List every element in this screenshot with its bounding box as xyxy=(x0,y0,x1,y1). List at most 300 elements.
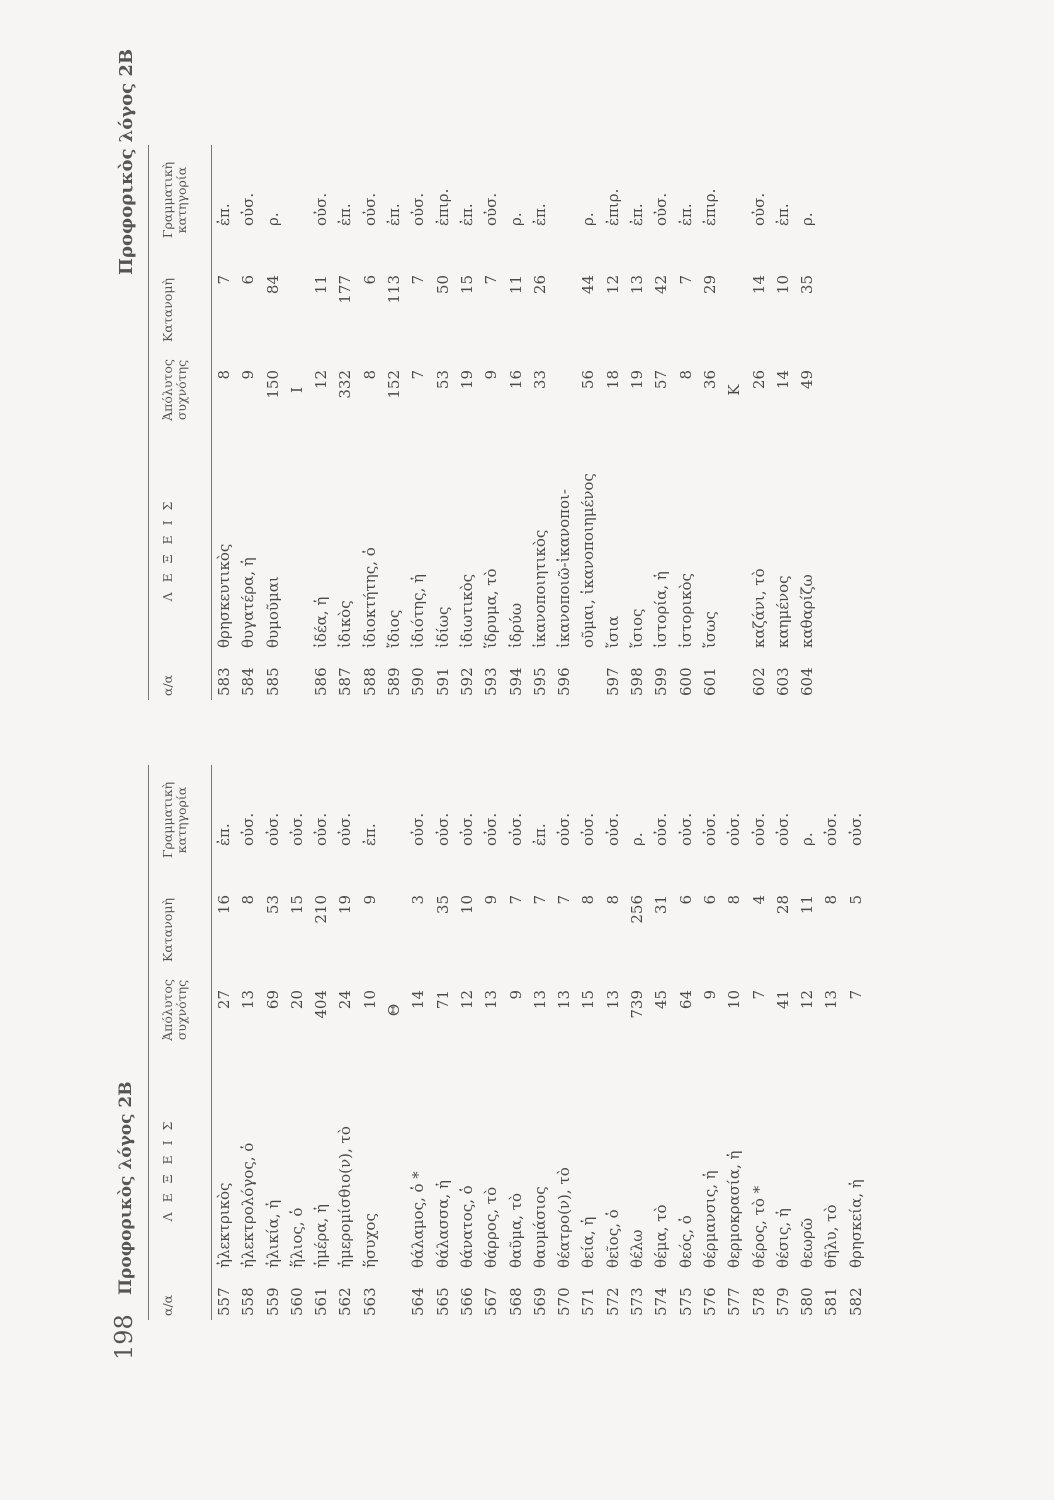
entry-distribution: 6 xyxy=(239,275,258,285)
table-row xyxy=(285,765,309,1320)
entry-word: θέμα, τὸ xyxy=(652,1204,671,1268)
entry-distribution: 31 xyxy=(652,895,671,915)
entry-word: ἠλεκτρολόγος, ὁ xyxy=(239,1142,258,1268)
entry-number: 560 xyxy=(287,1287,306,1316)
table-row xyxy=(236,765,260,1320)
table-row xyxy=(625,765,649,1320)
table-row xyxy=(819,765,843,1320)
entry-distribution: 6 xyxy=(700,895,719,905)
entry-distribution: 8 xyxy=(725,895,744,905)
entry-category: ἐπ. xyxy=(215,203,233,226)
entry-word: θεῖος, ὁ xyxy=(603,1209,622,1268)
entry-absolute-frequency: 26 xyxy=(749,370,768,390)
table-row xyxy=(698,145,722,700)
entry-category: ἐπιρ. xyxy=(433,188,452,226)
entry-word: θάλαμος, ὁ * xyxy=(409,1171,428,1268)
entry-number: 587 xyxy=(336,667,355,696)
entry-category: οὐσ. xyxy=(725,812,744,846)
entry-word: θέλω xyxy=(628,1229,647,1268)
entry-number: 603 xyxy=(773,667,792,696)
entry-distribution: 28 xyxy=(773,895,792,915)
entry-distribution: 7 xyxy=(215,275,233,285)
entry-distribution: 4 xyxy=(749,895,768,905)
entry-category: ρ. xyxy=(628,832,647,846)
entry-distribution: 35 xyxy=(798,275,817,295)
entry-word: θερμοκρασία, ἡ xyxy=(725,1150,744,1268)
entry-number: 564 xyxy=(409,1287,428,1316)
entry-number: 591 xyxy=(433,667,452,696)
entry-number: 558 xyxy=(239,1287,258,1316)
entry-word: ἡμέρα, ἡ xyxy=(312,1204,331,1268)
entry-number: 574 xyxy=(652,1287,671,1316)
table-header xyxy=(148,145,212,700)
entry-category: οὐσ. xyxy=(312,812,331,846)
entry-number: 597 xyxy=(603,667,622,696)
entry-category: οὐσ. xyxy=(749,192,768,226)
entry-number: 557 xyxy=(215,1287,233,1316)
entry-number: 575 xyxy=(676,1287,695,1316)
entry-distribution: 10 xyxy=(773,275,792,295)
entry-number: 565 xyxy=(433,1287,452,1316)
header-abs: Ἀπόλυτος συχνότης xyxy=(160,979,189,1041)
entry-number: 569 xyxy=(530,1287,549,1316)
entry-word: ἱδρύω xyxy=(506,602,525,648)
entry-word: ἰδιότης, ἡ xyxy=(409,573,428,648)
entry-absolute-frequency: 45 xyxy=(652,990,671,1010)
table-row xyxy=(552,765,576,1320)
entry-distribution: 7 xyxy=(482,275,501,285)
entry-absolute-frequency: 19 xyxy=(628,370,647,390)
entry-category: οὐσ. xyxy=(287,812,306,846)
entry-category: οὐσ. xyxy=(846,812,865,846)
table-row xyxy=(479,765,503,1320)
entry-distribution: 19 xyxy=(336,895,355,915)
entry-distribution: 11 xyxy=(312,275,331,295)
entry-absolute-frequency: 14 xyxy=(409,990,428,1010)
entry-absolute-frequency: 56 xyxy=(579,370,598,390)
entry-distribution: 12 xyxy=(603,275,622,295)
entry-distribution: 3 xyxy=(409,895,428,905)
table-row xyxy=(358,765,382,1320)
entry-category: οὐσ. xyxy=(482,812,501,846)
entry-number: 588 xyxy=(360,667,379,696)
entry-distribution: 35 xyxy=(433,895,452,915)
entry-number: 567 xyxy=(482,1287,501,1316)
entry-number: 572 xyxy=(603,1287,622,1316)
entry-category: ἐπ. xyxy=(385,203,404,226)
entry-word: ἡμερομίσθιο(ν), τὸ xyxy=(336,1126,355,1268)
table-row xyxy=(747,145,771,700)
entry-category: οὐσ. xyxy=(336,812,355,846)
entry-number: 586 xyxy=(312,667,331,696)
header-word: Λ Ε Ξ Ε Ι Σ xyxy=(160,498,175,602)
entry-absolute-frequency: 64 xyxy=(676,990,695,1010)
entry-distribution: 7 xyxy=(409,275,428,285)
entry-number: 583 xyxy=(215,667,233,696)
right-table xyxy=(148,145,819,700)
entry-category: ρ. xyxy=(506,212,525,226)
entry-word: θρησκεία, ἡ xyxy=(846,1179,865,1268)
section-letter-row xyxy=(285,145,309,700)
table-row xyxy=(212,145,236,700)
entry-distribution: 9 xyxy=(360,895,379,905)
entry-distribution: 7 xyxy=(676,275,695,285)
entry-number: 601 xyxy=(700,667,719,696)
entry-category: ἐπ. xyxy=(628,203,647,226)
right-running-head: Προφορικὸς λόγος 2B xyxy=(116,48,137,275)
section-letter-row xyxy=(382,765,406,1320)
entry-absolute-frequency: 10 xyxy=(360,990,379,1010)
entry-absolute-frequency: 12 xyxy=(798,990,817,1010)
entry-distribution: 15 xyxy=(457,275,476,295)
page-number: 198 xyxy=(110,1314,138,1360)
entry-word: οῦμαι, ἱκανοποιημένος xyxy=(579,473,598,648)
entry-category: ρ. xyxy=(263,212,282,226)
table-row xyxy=(674,765,698,1320)
header-dist: Κατανομὴ xyxy=(160,278,175,342)
section-letter: Κ xyxy=(725,384,744,396)
entry-category: οὐσ. xyxy=(555,812,574,846)
entry-category: ρ. xyxy=(798,832,817,846)
entry-word: θέατρο(ν), τὸ xyxy=(555,1167,574,1268)
entry-number: 592 xyxy=(457,667,476,696)
entry-absolute-frequency: 19 xyxy=(457,370,476,390)
entry-word: ἰδιωτικὸς xyxy=(457,573,476,648)
entry-word: θῆλυ, τὸ xyxy=(822,1204,841,1268)
table-row xyxy=(455,145,479,700)
entry-distribution: 29 xyxy=(700,275,719,295)
entry-number: 581 xyxy=(822,1287,841,1316)
entry-category: οὐσ. xyxy=(822,812,841,846)
table-row xyxy=(771,145,795,700)
entry-absolute-frequency: 33 xyxy=(530,370,549,390)
entry-absolute-frequency: 9 xyxy=(700,990,719,1000)
entry-word: θεός, ὁ xyxy=(676,1215,695,1268)
entry-absolute-frequency: 7 xyxy=(749,990,768,1000)
entry-absolute-frequency: 404 xyxy=(312,990,331,1019)
entry-category: οὐσ. xyxy=(433,812,452,846)
table-header xyxy=(148,765,212,1320)
table-row xyxy=(309,145,333,700)
header-dist: Κατανομὴ xyxy=(160,898,175,962)
table-row xyxy=(261,765,285,1320)
entry-word: ἱστορικὸς xyxy=(676,573,695,648)
entry-category: οὐσ. xyxy=(312,192,331,226)
entry-category: οὐσ. xyxy=(676,812,695,846)
entry-word: θεωρῶ xyxy=(798,1217,817,1268)
entry-absolute-frequency: 20 xyxy=(287,990,306,1010)
entry-distribution: 11 xyxy=(798,895,817,915)
entry-distribution: 13 xyxy=(628,275,647,295)
entry-distribution: 42 xyxy=(652,275,671,295)
entry-number: 579 xyxy=(773,1287,792,1316)
entry-absolute-frequency: 150 xyxy=(263,370,282,399)
entry-distribution: 15 xyxy=(287,895,306,915)
entry-word: ἱστορία, ἡ xyxy=(652,571,671,648)
entry-category: οὐσ. xyxy=(506,812,525,846)
entry-word: ἰδίως xyxy=(433,606,452,648)
entry-number: 573 xyxy=(628,1287,647,1316)
entry-category: οὐσ. xyxy=(457,812,476,846)
entry-category: οὐσ. xyxy=(239,192,258,226)
entry-distribution: 7 xyxy=(530,895,549,905)
table-row xyxy=(212,765,236,1320)
table-row xyxy=(261,145,285,700)
entry-distribution: 53 xyxy=(263,895,282,915)
table-row xyxy=(431,765,455,1320)
entry-word: ἰδιοκτήτης, ὁ xyxy=(360,547,379,648)
table-row xyxy=(382,145,406,700)
entry-word: θάλασσα, ἡ xyxy=(433,1180,452,1268)
entry-absolute-frequency: 69 xyxy=(263,990,282,1010)
entry-absolute-frequency: 13 xyxy=(239,990,258,1010)
header-num: α/α xyxy=(160,1294,175,1316)
entry-absolute-frequency: 9 xyxy=(506,990,525,1000)
left-rows xyxy=(212,765,868,1320)
entry-distribution: 177 xyxy=(336,275,355,304)
entry-number: 585 xyxy=(263,667,282,696)
entry-distribution: 7 xyxy=(506,895,525,905)
entry-number: 596 xyxy=(555,667,574,696)
table-row xyxy=(504,145,528,700)
table-row xyxy=(649,145,673,700)
entry-number: 604 xyxy=(798,667,817,696)
entry-category: οὐσ. xyxy=(773,812,792,846)
entry-word: ἥσυχος xyxy=(360,1213,379,1268)
entry-category: οὐσ. xyxy=(700,812,719,846)
entry-number: 577 xyxy=(725,1287,744,1316)
entry-absolute-frequency: 49 xyxy=(798,370,817,390)
entry-category: οὐσ. xyxy=(749,812,768,846)
entry-distribution: 9 xyxy=(482,895,501,905)
table-row xyxy=(431,145,455,700)
entry-category: οὐσ. xyxy=(579,812,598,846)
table-row xyxy=(528,765,552,1320)
entry-word: ἱκανοποιητικὸς xyxy=(530,529,549,648)
entry-category: ἐπιρ. xyxy=(603,188,622,226)
left-table xyxy=(148,765,868,1320)
entry-absolute-frequency: 12 xyxy=(457,990,476,1010)
entry-distribution: 8 xyxy=(239,895,258,905)
entry-absolute-frequency: 36 xyxy=(700,370,719,390)
entry-number: 568 xyxy=(506,1287,525,1316)
entry-number: 584 xyxy=(239,667,258,696)
entry-number: 559 xyxy=(263,1287,282,1316)
left-running-head: Προφορικὸς λόγος 2B xyxy=(116,1081,136,1295)
entry-distribution: 210 xyxy=(312,895,331,924)
entry-word: ἰδέα, ἡ xyxy=(312,596,331,648)
table-row xyxy=(576,765,600,1320)
entry-number: 602 xyxy=(749,667,768,696)
table-row xyxy=(358,145,382,700)
entry-distribution: 7 xyxy=(555,895,574,905)
entry-number: 562 xyxy=(336,1287,355,1316)
entry-word: θυμοῦμαι xyxy=(263,576,282,648)
entry-word: θυγατέρα, ἡ xyxy=(239,557,258,648)
entry-distribution: 113 xyxy=(385,275,404,304)
entry-number: 590 xyxy=(409,667,428,696)
entry-word: καημένος xyxy=(773,575,792,648)
entry-word: ἴσια xyxy=(603,615,622,648)
entry-number: 595 xyxy=(530,667,549,696)
entry-number: 566 xyxy=(457,1287,476,1316)
entry-word: θάνατος, ὁ xyxy=(457,1185,476,1268)
entry-number: 589 xyxy=(385,667,404,696)
entry-absolute-frequency: 57 xyxy=(652,370,671,390)
entry-word: ἥλιος, ὁ xyxy=(287,1207,306,1268)
entry-absolute-frequency: 13 xyxy=(555,990,574,1010)
entry-absolute-frequency: 15 xyxy=(579,990,598,1010)
entry-category: ἐπ. xyxy=(530,203,549,226)
entry-word: ἴσιος xyxy=(628,608,647,648)
entry-category: ἐπ. xyxy=(360,823,379,846)
entry-word: καθαρίζω xyxy=(798,574,817,648)
table-row xyxy=(309,765,333,1320)
entry-distribution: 6 xyxy=(676,895,695,905)
table-row xyxy=(795,145,819,700)
entry-absolute-frequency: 152 xyxy=(385,370,404,399)
section-letter: Θ xyxy=(385,1003,404,1017)
entry-category: οὐσ. xyxy=(482,192,501,226)
entry-number: 599 xyxy=(652,667,671,696)
header-cat: Γραμματικὴ κατηγορία xyxy=(160,161,189,239)
table-row xyxy=(747,765,771,1320)
entry-absolute-frequency: 16 xyxy=(506,370,525,390)
entry-number: 580 xyxy=(798,1287,817,1316)
table-row xyxy=(844,765,868,1320)
entry-number: 593 xyxy=(482,667,501,696)
entry-distribution: 6 xyxy=(360,275,379,285)
entry-distribution: 11 xyxy=(506,275,525,295)
entry-distribution: 26 xyxy=(530,275,549,295)
entry-word: ἠλεκτρικὸς xyxy=(215,1182,233,1268)
entry-absolute-frequency: 12 xyxy=(312,370,331,390)
entry-absolute-frequency: 7 xyxy=(846,990,865,1000)
table-row xyxy=(722,765,746,1320)
entry-word: καζάνι, τὸ xyxy=(749,568,768,648)
entry-word: θέσις, ἡ xyxy=(773,1208,792,1268)
entry-category: ἐπ. xyxy=(773,203,792,226)
section-letter-row xyxy=(722,145,746,700)
entry-distribution: 256 xyxy=(628,895,647,924)
entry-word: θέρμανσις, ἡ xyxy=(700,1170,719,1268)
entry-number: 600 xyxy=(676,667,695,696)
entry-category: οὐσ. xyxy=(360,192,379,226)
entry-number: 571 xyxy=(579,1287,598,1316)
entry-absolute-frequency: 24 xyxy=(336,990,355,1010)
entry-word: θάρρος, τὸ xyxy=(482,1186,501,1268)
table-row xyxy=(576,145,600,700)
entry-absolute-frequency: 7 xyxy=(409,370,428,380)
entry-distribution: 8 xyxy=(822,895,841,905)
table-row xyxy=(698,765,722,1320)
entry-absolute-frequency: 8 xyxy=(215,370,233,380)
entry-absolute-frequency: 14 xyxy=(773,370,792,390)
table-row xyxy=(795,765,819,1320)
entry-category: ἐπιρ. xyxy=(700,188,719,226)
entry-word: ἡλικία, ἡ xyxy=(263,1199,282,1268)
entry-number: 570 xyxy=(555,1287,574,1316)
entry-category: οὐσ. xyxy=(263,812,282,846)
table-row xyxy=(455,765,479,1320)
entry-category: οὐσ. xyxy=(409,812,428,846)
entry-absolute-frequency: 13 xyxy=(603,990,622,1010)
entry-number: 578 xyxy=(749,1287,768,1316)
entry-absolute-frequency: 41 xyxy=(773,990,792,1010)
table-row xyxy=(333,765,357,1320)
entry-absolute-frequency: 10 xyxy=(725,990,744,1010)
right-rows xyxy=(212,145,819,700)
table-row xyxy=(674,145,698,700)
entry-absolute-frequency: 9 xyxy=(482,370,501,380)
entry-distribution: 5 xyxy=(846,895,865,905)
entry-word: ἵδρυμα, τὸ xyxy=(482,568,501,648)
entry-absolute-frequency: 18 xyxy=(603,370,622,390)
entry-absolute-frequency: 9 xyxy=(239,370,258,380)
table-row xyxy=(504,765,528,1320)
entry-distribution: 10 xyxy=(457,895,476,915)
entry-number: 582 xyxy=(846,1287,865,1316)
entry-distribution: 14 xyxy=(749,275,768,295)
entry-distribution: 8 xyxy=(603,895,622,905)
entry-absolute-frequency: 53 xyxy=(433,370,452,390)
section-letter: Ι xyxy=(287,387,306,393)
entry-distribution: 8 xyxy=(579,895,598,905)
entry-word: ἱκανοποιῶ-ἱκανοποι- xyxy=(555,489,574,648)
entry-word: θαῦμα, τὸ xyxy=(506,1192,525,1268)
table-row xyxy=(601,765,625,1320)
entry-word: θεία, ἡ xyxy=(579,1216,598,1268)
entry-category: ρ. xyxy=(798,212,817,226)
header-abs: Ἀπόλυτος συχνότης xyxy=(160,359,189,421)
entry-absolute-frequency: 8 xyxy=(676,370,695,380)
table-row xyxy=(406,145,430,700)
entry-word: θαυμάσιος xyxy=(530,1186,549,1268)
entry-distribution: 84 xyxy=(263,275,282,295)
entry-category: ἐπ. xyxy=(215,823,233,846)
table-row xyxy=(625,145,649,700)
entry-category: οὐσ. xyxy=(239,812,258,846)
entry-absolute-frequency: 27 xyxy=(215,990,233,1010)
entry-category: ἐπ. xyxy=(530,823,549,846)
entry-absolute-frequency: 13 xyxy=(822,990,841,1010)
entry-category: οὐσ. xyxy=(409,192,428,226)
entry-absolute-frequency: 13 xyxy=(482,990,501,1010)
entry-number: 598 xyxy=(628,667,647,696)
entry-category: ἐπ. xyxy=(457,203,476,226)
entry-number: 563 xyxy=(360,1287,379,1316)
table-row xyxy=(649,765,673,1320)
table-row xyxy=(528,145,552,700)
entry-category: ἐπ. xyxy=(676,203,695,226)
table-row xyxy=(601,145,625,700)
entry-number: 576 xyxy=(700,1287,719,1316)
table-row xyxy=(771,765,795,1320)
entry-distribution: 44 xyxy=(579,275,598,295)
entry-word: ἴδιος xyxy=(385,609,404,648)
entry-distribution: 16 xyxy=(215,895,233,915)
entry-word: ἰδικὸς xyxy=(336,600,355,648)
entry-absolute-frequency: 739 xyxy=(628,990,647,1019)
table-row xyxy=(333,145,357,700)
header-word: Λ Ε Ξ Ε Ι Σ xyxy=(160,1118,175,1222)
entry-absolute-frequency: 8 xyxy=(360,370,379,380)
entry-category: ρ. xyxy=(579,212,598,226)
table-row xyxy=(236,145,260,700)
entry-number: 594 xyxy=(506,667,525,696)
entry-absolute-frequency: 71 xyxy=(433,990,452,1010)
entry-absolute-frequency: 332 xyxy=(336,370,355,399)
